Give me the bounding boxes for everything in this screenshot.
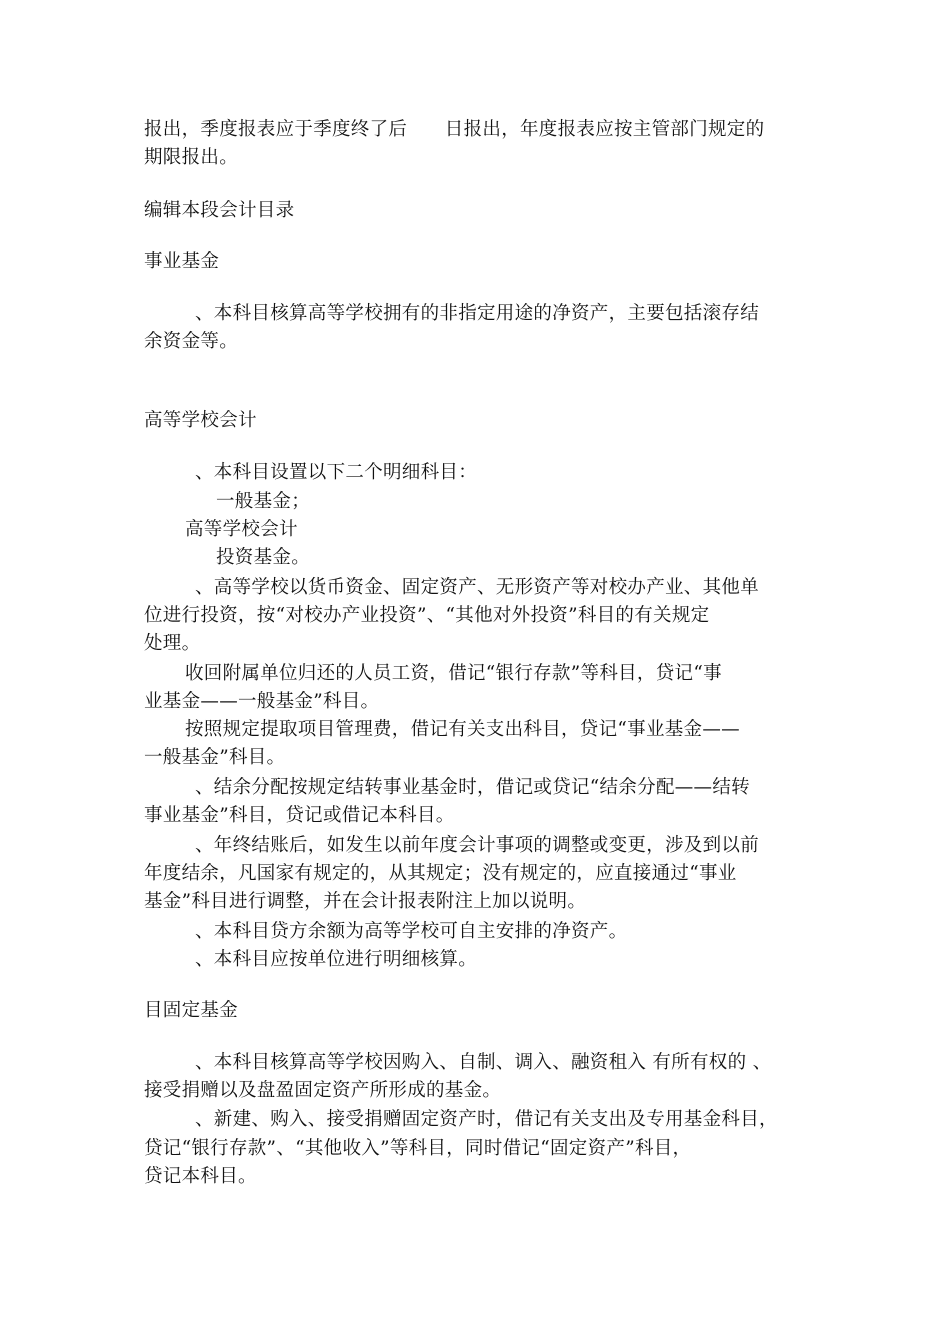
paragraph-line: 位进行投资，按“对校办产业投资”、“其他对外投资”科目的有关规定 xyxy=(144,605,710,626)
paragraph-line: 收回附属单位归还的人员工资，借记“银行存款”等科目，贷记“事 xyxy=(185,663,722,684)
paragraph-line: 年度结余，凡国家有规定的，从其规定；没有规定的，应直接通过“事业 xyxy=(144,863,737,884)
paragraph-line: 、本科目核算高等学校因购入、自制、调入、融资租入 有所有权的 、 xyxy=(195,1052,772,1073)
paragraph-line: 事业基金”科目，贷记或借记本科目。 xyxy=(144,805,455,826)
paragraph-line: 报出，季度报表应于季度终了后 日报出，年度报表应按主管部门规定的 xyxy=(144,119,765,140)
paragraph-line: 高等学校会计 xyxy=(185,519,298,540)
list-item: 投资基金。 xyxy=(216,547,311,568)
section-heading: 目固定基金 xyxy=(144,1000,239,1021)
paragraph-line: 、本科目贷方余额为高等学校可自主安排的净资产。 xyxy=(195,921,628,942)
section-heading: 事业基金 xyxy=(144,251,220,272)
paragraph-line: 期限报出。 xyxy=(144,147,239,168)
section-heading: 编辑本段会计目录 xyxy=(144,200,295,221)
paragraph-line: 、高等学校以货币资金、固定资产、无形资产等对校办产业、其他单 xyxy=(195,577,760,598)
paragraph-line: 贷记“银行存款”、“其他收入”等科目，同时借记“固定资产”科目， xyxy=(144,1138,692,1159)
paragraph-line: 处理。 xyxy=(144,633,201,654)
paragraph-line: 贷记本科目。 xyxy=(144,1166,257,1187)
paragraph-line: 、本科目核算高等学校拥有的非指定用途的净资产，主要包括滚存结 xyxy=(195,303,760,324)
paragraph-line: 按照规定提取项目管理费，借记有关支出科目，贷记“事业基金—— xyxy=(185,719,740,740)
paragraph-line: 余资金等。 xyxy=(144,331,239,352)
paragraph-line: 业基金——一般基金”科目。 xyxy=(144,691,380,712)
paragraph-line: 、新建、购入、接受捐赠固定资产时，借记有关支出及专用基金科目， xyxy=(195,1109,778,1130)
paragraph-line: 、结余分配按规定结转事业基金时，借记或贷记“结余分配——结转 xyxy=(195,777,750,798)
paragraph-line: 一般基金”科目。 xyxy=(144,747,286,768)
section-heading: 高等学校会计 xyxy=(144,410,257,431)
paragraph-line: 基金”科目进行调整，并在会计报表附注上加以说明。 xyxy=(144,891,587,912)
paragraph-line: 、本科目设置以下二个明细科目： xyxy=(195,462,478,483)
list-item: 一般基金； xyxy=(216,491,311,512)
paragraph-line: 、年终结账后，如发生以前年度会计事项的调整或变更，涉及到以前 xyxy=(195,835,760,856)
paragraph-line: 接受捐赠以及盘盈固定资产所形成的基金。 xyxy=(144,1080,502,1101)
paragraph-line: 、本科目应按单位进行明细核算。 xyxy=(195,949,478,970)
